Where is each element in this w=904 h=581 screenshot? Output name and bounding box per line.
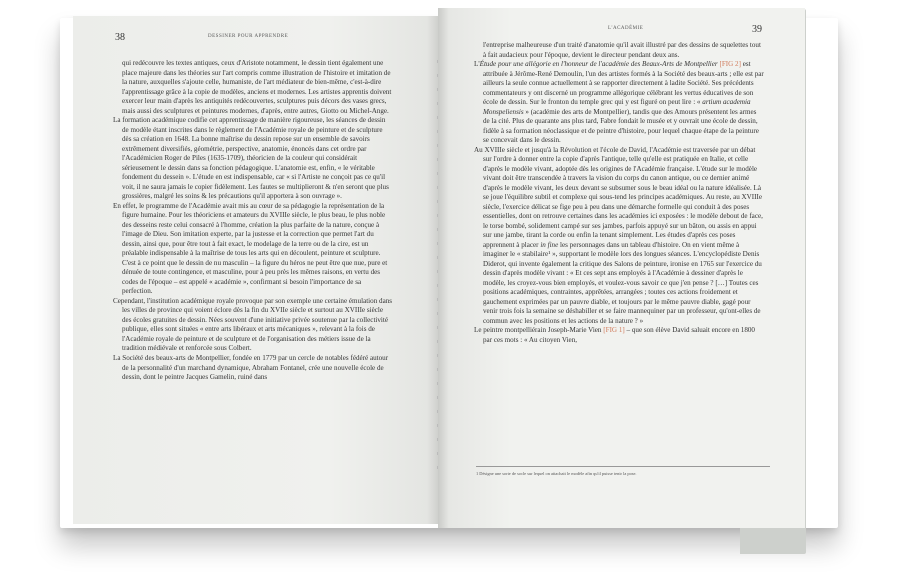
left-paragraph: qui redécouvre les textes antiques, ceux d'Aristote notamment, le dessin tient également une place majeure dans les théories sur l'art compris comme illustration de l'histoire et imitation de la nature, auxquelles s'ajoute celle, humaniste, de l'art médiateur de bien-même, c'est-à-dire l'apprentissage grâce à la copie de modèles, anciens et modernes. Les artistes apprentis doivent exercer leur main d'après les antiquités redécouvertes, sculptures puis décors des vases grecs, mais aussi des sculptures et peintures modernes, d'après, entre autres, Giotto ou Michel-Ange. [122,59,392,115]
right-body-text [474,41,764,346]
latin-inscription: artium academia Monspeliensis [483,98,751,116]
left-paragraph: La Société des beaux-arts de Montpellier, fondée en 1779 par un cercle de notables fédéré autour de la personnalité d'un marchand dynamique, Abraham Fontanel, crée une nouvelle école de dessin, dont le peintre Jacques Gamelin, ruiné dans [113,353,389,382]
text-run: est attribuée à Jérôme-René Demoulin, l'un des artistes formés à la Société des beaux-arts ; elle est par ailleurs la seule connue actuellement à se rapporter directement à ladite Société. Ses précédents commentateurs y ont discerné un programme allégorique célébrant les vertus éducatives de son école de dessin. Sur le fronton du temple grec qui y est figuré on peut lire : « [483,60,764,107]
left-paragraph: Cependant, l'institution académique royale provoque par son exemple une certaine émulation dans les villes de province qui voient éclore dès la fin du XVIIe siècle et surtout au XVIIIe siècle des écoles gratuites de dessin. Nées souvent d'une initiative privée soutenue par la collectivité publique, elles sont situées « entre arts libéraux et arts mécaniques », relevant à la fois de l'Académie royale de peinture et de sculpture et de l'organisation des métiers issue de la tradition médiévale et renforcée sous Colbert. [113,296,393,353]
text-run: Le peintre montpelliérain Joseph-Marie Vien [474,326,604,335]
footnote-rule [476,466,770,467]
artwork-title: Étude pour une allégorie en l'honneur de l'académie des Beaux-Arts de Montpellier [479,60,718,69]
right-paragraph [474,146,764,327]
text-run: – que son élève David saluait encore en 1800 par ces mots : « Au citoyen Vien, [483,326,755,344]
left-paragraph: La formation académique codifie cet apprentissage de manière rigoureuse, les séances de dessin de modèle étant inscrites dans le règlement de l'Académie royale de peinture et de sculpture dès sa création en 1648. La bonne maîtrise du dessin repose sur un ensemble de savoirs extrêmement diversifiés, géométrie, perspective, anatomie, énoncés dans cet ordre par l'Académicien Roger de Piles (1635-1709), théoricien de la couleur qui considérait sérieusement le dessin dans sa fonction pédagogique. L'anatomie est, enfin, « le véritable fondement du dessein ». L'étude en est indispensable, car « si l'Artiste ne conçoit pas ce qu'il voit, il ne saura jamais le copier fidèlement. Les fautes se multiplieront & n'en seront que plus grossières, malgré les soins & les précautions qu'il apportera à son ouvrage ». [113,116,389,201]
left-page-number: 38 [115,32,125,43]
left-page [73,16,438,524]
left-paragraph: En effet, le programme de l'Académie avait mis au cœur de sa pédagogie la représentation de la figure humaine. Pour les théoriciens et amateurs du XVIIIe siècle, le plus beau, le plus noble des desseins reste celui consacré à l'homme, création la plus parfaite de la nature, conçue à l'image de Dieu. Son imitation experte, par la justesse et la correction que permet l'art du dessin, ainsi que, pour être tout à fait exact, le modelage de la terre ou de la cire, est un préalable indispensable à la maîtrise de tous les arts qui en découlent, peinture et sculpture. C'est à ce point que le dessin de nu masculin – la figure du héros ne peut être que nue, pure et dénuée de toute contingence, et masculine, pour à peu près les mêmes raisons, en vertu des codes de l'époque – est appelé « académie », confirmant si besoin l'importance de sa perfection. [113,201,388,296]
figure-reference: [FIG 1] [603,326,625,335]
right-paragraph: l'entreprise malheureuse d'un traité d'anatomie qu'il avait illustré par des dessins de squelettes tout à fait audacieux pour l'époque, devient le directeur pendant deux ans. [483,41,761,59]
text-run: L' [474,60,480,69]
right-paragraph [474,60,764,146]
text-run: Au XVIIIe siècle et jusqu'à la Révolution et l'école de David, l'Académie est traversée par un débat sur l'ordre à donner entre la copie d'après l'antique, telle qu'elle est pratiquée en Italie, et celle d'après le modèle vivant, adoptée dès les origines de l'Académie française. L'étude sur le modèle vivant doit être transcendée à travers la vision du corps du canon antique, ou ce dernier animé d'après le modèle vivant, les deux devant se subsumer sous le beau idéal ou la nature idéalisée. Là se joue l'équilibre subtil et complexe qui sous-tend les principes académiques. Au reste, au XVIIIe siècle, l'exercice délicat se fige peu à peu dans une démarche formelle qui conduit à des poses essentielles, dont on retrouve certaines dans les académies ici exposées : le modèle debout de face, le torse bombé, solidement campé sur ses jambes, parfois appuyé sur un bâton, ou assis en appui sur une jambe, tirant la corde ou enfin la tenant simplement. Les études d'après ces poses apprennent à placer [474,145,763,249]
right-page [438,8,805,528]
footnote: 1 Désigne une sorte de socle sur lequel on attachait le modèle afin qu'il puisse tenir la pose. [476,471,637,476]
left-body-text [113,59,393,383]
text-run: » (académie des arts de Montpellier), tandis que des Amours présentent les armes de la cité. Plus de quarante ans plus tard, Fabre fondait le musée et y ouvrait une école de dessin, fidèle à sa formation néoclassique et de peintre d'histoire, pour lequel chaque étape de la peinture se concevait dans le dessin. [483,107,759,145]
left-running-head: DESSINER POUR APPRENDRE [208,34,289,39]
right-paragraph [474,326,764,345]
right-running-head: L'ACADÉMIE [608,26,644,31]
figure-reference: [FIG 2] [719,60,741,69]
text-run: les personnages dans un tableau d'histoire. On en vient même à imaginer le « stabilaire¹ », supportant le modèle lors des longues séances. L'encyclopédiste Denis Diderot, qui invente également la critique des Salons de peinture, ironise en 1765 sur l'exercice du dessin d'après modèle vivant : « Et ces sept ans employés à l'Académie à dessiner d'après le modèle, les croyez-vous bien employés, et voulez-vous savoir ce que j'en pense ? […] Toutes ces positions académiques, contraintes, apprêtées, arrangées ; toutes ces actions froidement et gauchement exprimées par un pauvre diable, et toujours par le même pauvre diable, gagé pour venir trois fois la semaine se déshabiller et se faire mannequiner par un professeur, qu'ont-elles de commun avec les positions et les actions de la nature ? » [483,240,762,325]
italic-phrase: in fine [540,240,559,249]
right-page-number: 39 [752,24,762,35]
